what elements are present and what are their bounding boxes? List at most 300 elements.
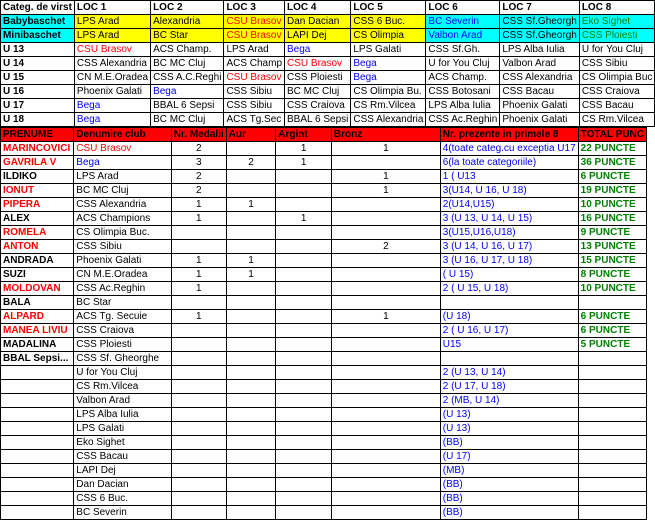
club-name: BC Star — [74, 296, 171, 310]
cell — [226, 478, 276, 492]
cell: 1 — [171, 254, 226, 268]
cell: 19 PUNCTE — [578, 184, 646, 198]
player-name — [1, 408, 74, 422]
cell: CSS Botosani — [426, 85, 500, 99]
cell: CSU Brasov — [224, 71, 285, 85]
cell: 2 (U 17, U 18) — [440, 380, 578, 394]
cell — [578, 380, 646, 394]
player-name: BBAL Sepsi... — [1, 352, 74, 366]
cell: CSU Brasov — [224, 15, 285, 29]
cell — [171, 506, 226, 520]
cell — [226, 492, 276, 506]
column-header: LOC 5 — [351, 1, 426, 15]
cell: LPS Galati — [351, 43, 426, 57]
cell: (U 18) — [440, 310, 578, 324]
cell — [276, 310, 332, 324]
table-row — [1, 99, 655, 113]
cell — [171, 226, 226, 240]
cell — [331, 212, 440, 226]
cell — [276, 506, 332, 520]
cell — [331, 296, 440, 310]
cell: ACS Champ. — [151, 43, 224, 57]
cell — [226, 296, 276, 310]
column-header: LOC 4 — [285, 1, 351, 15]
club-name: CSS Sf. Gheorghe — [74, 352, 171, 366]
cell: CSS Sibiu — [224, 85, 285, 99]
cell: Bega — [351, 57, 426, 71]
club-name: BC Severin — [74, 506, 171, 520]
cell: CSS Alexandria — [74, 57, 150, 71]
player-name — [1, 506, 74, 520]
cell: (U 13) — [440, 408, 578, 422]
cell: 3 (U 13, U 14, U 15) — [440, 212, 578, 226]
club-name: LPS Arad — [74, 170, 171, 184]
cell: ACS Tg.Sec — [224, 113, 285, 127]
cell: Valbon Arad — [500, 57, 579, 71]
cell: CSS 6 Buc. — [351, 15, 426, 29]
cell — [276, 436, 332, 450]
cell: 1 ( U13 — [440, 170, 578, 184]
cell: CSS Bacau — [500, 85, 579, 99]
cell — [226, 240, 276, 254]
cell: U 13 — [1, 43, 75, 57]
cell — [276, 352, 332, 366]
cell — [171, 422, 226, 436]
cell: CSS Alexandria — [500, 71, 579, 85]
column-header: LOC 3 — [224, 1, 285, 15]
cell: 3 (U 16, U 17, U 18) — [440, 254, 578, 268]
club-name: CSS Bacau — [74, 450, 171, 464]
player-name — [1, 464, 74, 478]
club-name: CS Olimpia Buc. — [74, 226, 171, 240]
player-name: SUZI — [1, 268, 74, 282]
cell: CSS Ploiesti — [579, 29, 655, 43]
cell — [171, 324, 226, 338]
club-name: Valbon Arad — [74, 394, 171, 408]
cell: LPS Arad — [224, 43, 285, 57]
cell — [226, 282, 276, 296]
cell — [171, 394, 226, 408]
cell: CSU Brasov — [285, 57, 351, 71]
player-name — [1, 478, 74, 492]
cell: BC Star — [151, 29, 224, 43]
cell — [226, 506, 276, 520]
cell — [276, 478, 332, 492]
club-name: ACS Champions — [74, 212, 171, 226]
cell — [578, 296, 646, 310]
cell: 5 PUNCTE — [578, 338, 646, 352]
cell — [331, 380, 440, 394]
cell: U 17 — [1, 99, 75, 113]
cell — [226, 422, 276, 436]
cell: 6 PUNCTE — [578, 310, 646, 324]
cell: CS Olimpia — [351, 29, 426, 43]
table-header-row — [1, 1, 655, 15]
cell — [276, 366, 332, 380]
cell: LPS Alba Iulia — [500, 43, 579, 57]
cell: 3 (U 14, U 16, U 17) — [440, 240, 578, 254]
cell: 1 — [171, 212, 226, 226]
player-name: ALPARD — [1, 310, 74, 324]
cell: Phoenix Galati — [74, 85, 150, 99]
cell — [226, 436, 276, 450]
player-name: MADALINA — [1, 338, 74, 352]
cell — [226, 184, 276, 198]
cell — [171, 338, 226, 352]
cell — [226, 212, 276, 226]
cell — [331, 464, 440, 478]
column-header: LOC 1 — [74, 1, 150, 15]
cell: U 16 — [1, 85, 75, 99]
cell: 1 — [331, 184, 440, 198]
table-row — [1, 394, 647, 408]
player-name — [1, 450, 74, 464]
cell: CS Rm.Vilcea — [351, 99, 426, 113]
column-header: Aur — [226, 128, 276, 142]
cell — [276, 450, 332, 464]
column-header: LOC 6 — [426, 1, 500, 15]
column-header: LOC 2 — [151, 1, 224, 15]
table-row — [1, 282, 647, 296]
table-row — [1, 71, 655, 85]
cell — [226, 170, 276, 184]
cell: CSS Craiova — [285, 99, 351, 113]
cell: 1 — [331, 142, 440, 156]
cell — [276, 282, 332, 296]
cell — [226, 142, 276, 156]
table-row — [1, 15, 655, 29]
table-row — [1, 296, 647, 310]
cell: 2 — [171, 142, 226, 156]
cell: U for You Cluj — [426, 57, 500, 71]
table-row — [1, 85, 655, 99]
cell — [578, 478, 646, 492]
cell: 2 (U 13, U 14) — [440, 366, 578, 380]
cell: 2 — [331, 240, 440, 254]
cell: 1 — [171, 282, 226, 296]
cell: 2 — [171, 170, 226, 184]
cell: Phoenix Galati — [500, 113, 579, 127]
cell: Bega — [74, 113, 150, 127]
cell — [578, 492, 646, 506]
cell: 1 — [331, 310, 440, 324]
cell — [578, 408, 646, 422]
cell: 4(toate categ.cu exceptia U17 — [440, 142, 578, 156]
cell — [331, 366, 440, 380]
cell — [331, 226, 440, 240]
cell — [276, 184, 332, 198]
table-row — [1, 29, 655, 43]
table-row — [1, 492, 647, 506]
cell — [276, 422, 332, 436]
cell — [331, 198, 440, 212]
cell: 2 ( U 16, U 17) — [440, 324, 578, 338]
cell — [226, 338, 276, 352]
cell — [171, 366, 226, 380]
cell — [331, 436, 440, 450]
column-header: LOC 8 — [579, 1, 655, 15]
player-name — [1, 380, 74, 394]
cell — [578, 464, 646, 478]
cell — [331, 408, 440, 422]
club-name: CSS Alexandria — [74, 198, 171, 212]
cell: CS Olimpia Buc — [579, 71, 655, 85]
table-row — [1, 240, 647, 254]
cell: BBAL 6 Sepsi — [285, 113, 351, 127]
cell: CSS Craiova — [579, 85, 655, 99]
table-row — [1, 156, 647, 170]
cell — [578, 450, 646, 464]
cell — [276, 408, 332, 422]
table-row — [1, 450, 647, 464]
cell: (BB) — [440, 506, 578, 520]
cell: Valbon Arad — [426, 29, 500, 43]
cell: 8 PUNCTE — [578, 268, 646, 282]
cell: 36 PUNCTE — [578, 156, 646, 170]
cell: U 18 — [1, 113, 75, 127]
table-row — [1, 113, 655, 127]
cell — [331, 450, 440, 464]
cell: CSS Ac.Reghin — [426, 113, 500, 127]
table-row — [1, 198, 647, 212]
table-row — [1, 57, 655, 71]
table-row — [1, 324, 647, 338]
cell: ACS Champ. — [426, 71, 500, 85]
cell: 1 — [226, 198, 276, 212]
cell: 16 PUNCTE — [578, 212, 646, 226]
cell — [171, 464, 226, 478]
cell: CSS Sibiu — [224, 99, 285, 113]
player-name: MOLDOVAN — [1, 282, 74, 296]
cell — [578, 506, 646, 520]
cell — [331, 338, 440, 352]
column-header: Categ. de virst — [1, 1, 75, 15]
player-name: BALA — [1, 296, 74, 310]
cell — [440, 296, 578, 310]
cell: Dan Dacian — [285, 15, 351, 29]
table-row — [1, 506, 647, 520]
player-name: ANDRADA — [1, 254, 74, 268]
cell — [226, 226, 276, 240]
table-row — [1, 352, 647, 366]
club-name: LAPI Dej — [74, 464, 171, 478]
player-name: ROMELA — [1, 226, 74, 240]
player-name: ANTON — [1, 240, 74, 254]
cell: CS Olimpia Bu. — [351, 85, 426, 99]
cell: (BB) — [440, 436, 578, 450]
table-row — [1, 366, 647, 380]
table-row — [1, 268, 647, 282]
cell: BC MC Cluj — [285, 85, 351, 99]
club-name: ACS Tg. Secuie — [74, 310, 171, 324]
cell: Eko Sighet — [579, 15, 655, 29]
club-name: CSS 6 Buc. — [74, 492, 171, 506]
table-row — [1, 43, 655, 57]
cell: LAPI Dej — [285, 29, 351, 43]
cell: 2 — [171, 184, 226, 198]
column-header: Nr. prezente in primele 8 — [440, 128, 578, 142]
cell: LPS Arad — [74, 29, 150, 43]
cell: CSS Ploiesti — [285, 71, 351, 85]
cell — [578, 366, 646, 380]
cell: (U 13) — [440, 422, 578, 436]
cell: U 15 — [1, 71, 75, 85]
cell: 1 — [276, 212, 332, 226]
cell — [331, 394, 440, 408]
cell — [276, 394, 332, 408]
cell: 1 — [171, 198, 226, 212]
cell — [331, 352, 440, 366]
club-name: U for You Cluj — [74, 366, 171, 380]
cell — [171, 352, 226, 366]
player-name: MARINCOVICI — [1, 142, 74, 156]
cell — [331, 268, 440, 282]
cell: Minibaschet — [1, 29, 75, 43]
cell — [276, 324, 332, 338]
cell: BBAL 6 Sepsi — [151, 99, 224, 113]
cell — [226, 450, 276, 464]
cell: 13 PUNCTE — [578, 240, 646, 254]
players-header-row — [1, 128, 647, 142]
column-header: LOC 7 — [500, 1, 579, 15]
cell: 2 ( U 15, U 18) — [440, 282, 578, 296]
club-name: BC MC Cluj — [74, 184, 171, 198]
cell: CSS Sf.Gh. — [426, 43, 500, 57]
cell — [171, 478, 226, 492]
table-row — [1, 184, 647, 198]
cell: CN M.E.Oradea — [74, 71, 150, 85]
cell — [226, 366, 276, 380]
cell: (MB) — [440, 464, 578, 478]
player-name: IONUT — [1, 184, 74, 198]
cell — [276, 198, 332, 212]
cell — [276, 268, 332, 282]
club-name: CS Rm.Vilcea — [74, 380, 171, 394]
cell: Alexandria — [151, 15, 224, 29]
cell — [578, 352, 646, 366]
cell — [226, 380, 276, 394]
cell — [276, 170, 332, 184]
cell: 2 (MB, U 14) — [440, 394, 578, 408]
column-header: TOTAL PUNC — [578, 128, 646, 142]
players-body — [1, 142, 647, 520]
cell — [226, 352, 276, 366]
cell — [226, 310, 276, 324]
cell: 9 PUNCTE — [578, 226, 646, 240]
club-name: CSS Ploiesti — [74, 338, 171, 352]
cell: CSS Alexandria — [351, 113, 426, 127]
club-name: Dan Dacian — [74, 478, 171, 492]
cell: BC MC Cluj — [151, 57, 224, 71]
cell: 2 — [226, 156, 276, 170]
table-row — [1, 310, 647, 324]
cell: 1 — [276, 156, 332, 170]
cell — [226, 324, 276, 338]
cell: U15 — [440, 338, 578, 352]
standings-body — [1, 15, 655, 127]
cell — [331, 324, 440, 338]
cell: 1 — [276, 142, 332, 156]
player-name: MANEA LIVIU — [1, 324, 74, 338]
cell: CS Rm.Vilcea — [579, 113, 655, 127]
player-name: ALEX — [1, 212, 74, 226]
club-name: CN M.E.Oradea — [74, 268, 171, 282]
cell: 22 PUNCTE — [578, 142, 646, 156]
player-name: PIPERA — [1, 198, 74, 212]
player-name — [1, 422, 74, 436]
club-name: CSS Ac.Reghin — [74, 282, 171, 296]
table-row — [1, 478, 647, 492]
table-row — [1, 254, 647, 268]
club-name: Phoenix Galati — [74, 254, 171, 268]
cell — [331, 506, 440, 520]
table-row — [1, 464, 647, 478]
cell: 1 — [171, 268, 226, 282]
cell — [276, 296, 332, 310]
table-row — [1, 380, 647, 394]
cell: CSU Brasov — [74, 43, 150, 57]
cell — [578, 422, 646, 436]
cell — [331, 282, 440, 296]
club-name: Bega — [74, 156, 171, 170]
cell: (BB) — [440, 492, 578, 506]
cell: 1 — [331, 170, 440, 184]
cell — [331, 492, 440, 506]
column-header: Nr. Medalii — [171, 128, 226, 142]
table-row — [1, 142, 647, 156]
cell: 1 — [226, 254, 276, 268]
cell: 6 PUNCTE — [578, 170, 646, 184]
cell — [276, 380, 332, 394]
cell: 1 — [226, 268, 276, 282]
cell — [331, 156, 440, 170]
player-name — [1, 366, 74, 380]
cell: CSS Bacau — [579, 99, 655, 113]
players-table — [0, 127, 647, 520]
cell: Bega — [285, 43, 351, 57]
cell: BC MC Cluj — [151, 113, 224, 127]
cell: CSS Sf.Gheorgh — [500, 29, 579, 43]
cell: Bega — [151, 85, 224, 99]
club-name: CSU Brasov — [74, 142, 171, 156]
club-name: LPS Galati — [74, 422, 171, 436]
column-header: Bronz — [331, 128, 440, 142]
cell — [171, 436, 226, 450]
cell — [276, 240, 332, 254]
player-name — [1, 492, 74, 506]
cell: 3(U14, U 16, U 18) — [440, 184, 578, 198]
cell: ACS Champ — [224, 57, 285, 71]
cell — [578, 436, 646, 450]
standings-table — [0, 0, 655, 127]
table-row — [1, 212, 647, 226]
cell — [276, 338, 332, 352]
club-name: CSS Craiova — [74, 324, 171, 338]
cell: 3 — [171, 156, 226, 170]
cell: CSS Sibiu — [579, 57, 655, 71]
table-row — [1, 436, 647, 450]
cell: (BB) — [440, 478, 578, 492]
cell: Bega — [74, 99, 150, 113]
cell: U 14 — [1, 57, 75, 71]
cell: ( U 15) — [440, 268, 578, 282]
cell — [171, 492, 226, 506]
cell: Phoenix Galati — [500, 99, 579, 113]
cell: 2(U14,U15) — [440, 198, 578, 212]
table-row — [1, 422, 647, 436]
cell — [276, 254, 332, 268]
table-row — [1, 338, 647, 352]
